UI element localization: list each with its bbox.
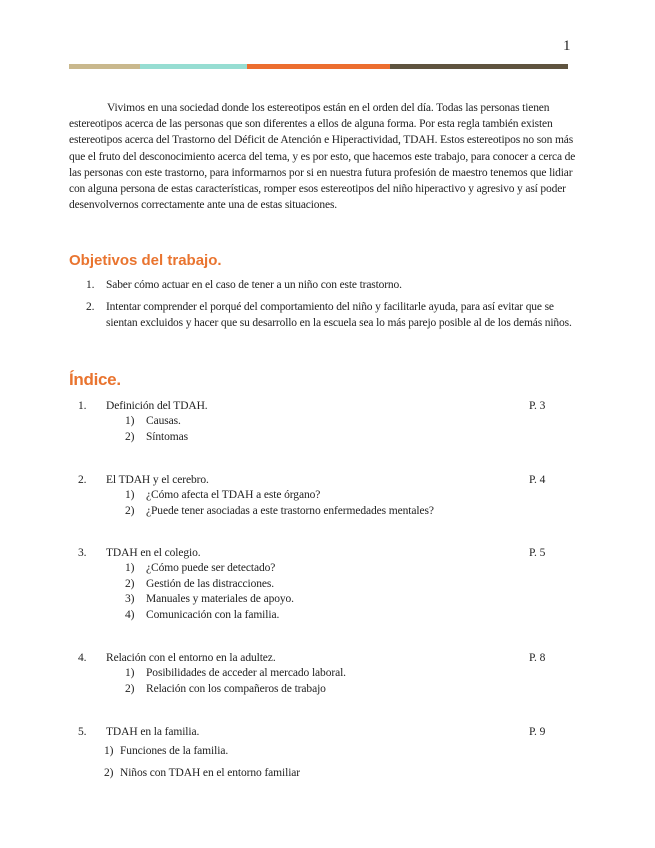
toc-subentry (78, 682, 558, 698)
toc-entry-page: P. 8 (529, 652, 546, 664)
toc-subentry-number: 1) (125, 667, 135, 679)
color-bar-segment (69, 64, 140, 69)
list-item-number: 2. (86, 301, 95, 313)
toc-section (78, 472, 558, 519)
toc-subentry-number: 1) (104, 745, 114, 757)
toc-subentry-number: 3) (125, 593, 135, 605)
toc-subentry-title: Comunicación con la familia. (146, 608, 280, 621)
color-bar-segment (140, 64, 247, 69)
toc-subentry (78, 430, 558, 446)
toc-subentry-title: Relación con los compañeros de trabajo (146, 682, 326, 695)
list-item-number: 1. (86, 279, 95, 291)
toc-section (78, 650, 558, 697)
toc-entry-number: 4. (78, 652, 87, 664)
toc-subentry-number: 4) (125, 608, 135, 621)
toc-entry (78, 398, 558, 414)
toc-subentry-title: Funciones de la familia. (120, 745, 229, 757)
toc-subentry-title: Síntomas (146, 430, 189, 443)
toc-entry-number: 1. (78, 400, 87, 412)
toc-entry-number: 3. (78, 547, 87, 559)
toc-subentry-title: Manuales y materiales de apoyo. (146, 593, 294, 605)
toc-subentry-title: ¿Puede tener asociadas a este trastorno enfermedades mentales? (146, 504, 434, 517)
toc-entry (78, 545, 558, 561)
index-heading: Índice. (69, 370, 121, 389)
toc-entry-page: P. 5 (529, 547, 546, 559)
toc-entry-number: 2. (78, 474, 87, 486)
toc-subentry-number: 2) (125, 577, 135, 590)
toc-entry-number: 5. (78, 726, 87, 738)
header-color-bar (69, 64, 568, 69)
toc-entry (78, 650, 558, 666)
toc-subentry-number: 1) (125, 489, 135, 501)
toc-subentry (78, 414, 558, 430)
toc-subentry-title: Causas. (146, 415, 181, 427)
toc-subentry-number: 1) (125, 562, 135, 574)
toc-subentry-title: Gestión de las distracciones. (146, 577, 275, 590)
toc-subentry-number: 2) (125, 504, 135, 517)
toc-entry-title: TDAH en la familia. (106, 726, 200, 738)
color-bar-segment (390, 64, 568, 69)
list-item-text: Saber cómo actuar en el caso de tener a un niño con este trastorno. (106, 279, 402, 291)
objectives-list (86, 277, 576, 337)
toc-entry (78, 472, 558, 488)
toc-entry-page: P. 4 (529, 474, 546, 486)
toc-subentry (78, 666, 558, 682)
intro-section (69, 100, 577, 213)
toc-subentry (78, 592, 558, 608)
toc-subentry (78, 577, 558, 593)
toc-subentry-number: 1) (125, 415, 135, 427)
toc-entry-page: P. 9 (529, 726, 546, 738)
toc-subentry-number: 2) (125, 682, 135, 695)
toc-section (78, 545, 558, 623)
list-item-text: Intentar comprender el porqué del comportamiento del niño y facilitarle ayuda, para así evitar que se sientan excluidos y hacer que su desarrollo en la escuela sea lo más parejo posible al de los demás niños. (106, 301, 572, 329)
objectives-heading: Objetivos del trabajo. (69, 252, 222, 269)
toc-entry (78, 724, 558, 740)
toc-entry-title: Definición del TDAH. (106, 400, 208, 412)
intro-paragraph: Vivimos en una sociedad donde los estereotipos están en el orden del día. Todas las personas tienen estereotipos acerca de las personas que son diferentes a ellos de alguna forma. Por esta regla también existen estereotipos acerca del Trastorno del Déficit de Atención e Hiperactividad, TDAH. Estos estereotipos no son más que el fruto del desconocimiento acerca del tema, y es por esto, que hacemos este trabajo, para conocer a cerca de las personas con este trastorno, para informarnos por si en nuestra futura profesión de maestro tenemos que lidiar con alguna persona de estas características, romper esos estereotipos del niño hiperactivo y agresivo y así poder desenvolvernos correctamente ante una de estas situaciones. (69, 102, 576, 212)
toc-subentry (57, 740, 537, 762)
toc-entry-title: El TDAH y el cerebro. (106, 474, 209, 486)
color-bar-segment (247, 64, 390, 69)
page-number: 1 (563, 38, 571, 54)
toc-subentry (57, 762, 537, 784)
toc-entry-title: Relación con el entorno en la adultez. (106, 652, 276, 664)
toc-subentry (78, 504, 558, 520)
toc-subentry (78, 488, 558, 504)
toc-section (78, 724, 558, 784)
toc-subentry-title: ¿Cómo afecta el TDAH a este órgano? (146, 489, 321, 501)
toc-subentry (78, 608, 558, 624)
toc-subentry-title: ¿Cómo puede ser detectado? (146, 562, 276, 574)
toc-subentry-number: 2) (125, 430, 135, 443)
toc-section (78, 398, 558, 445)
toc-entry-page: P. 3 (529, 400, 546, 412)
toc-entry-title: TDAH en el colegio. (106, 547, 201, 559)
toc-subentry-title: Niños con TDAH en el entorno familiar (120, 767, 301, 779)
toc-subentry-title: Posibilidades de acceder al mercado laboral. (146, 667, 346, 679)
list-item (86, 299, 576, 331)
list-item (86, 277, 576, 293)
toc-subentry-number: 2) (104, 767, 114, 779)
toc-subentry (78, 561, 558, 577)
